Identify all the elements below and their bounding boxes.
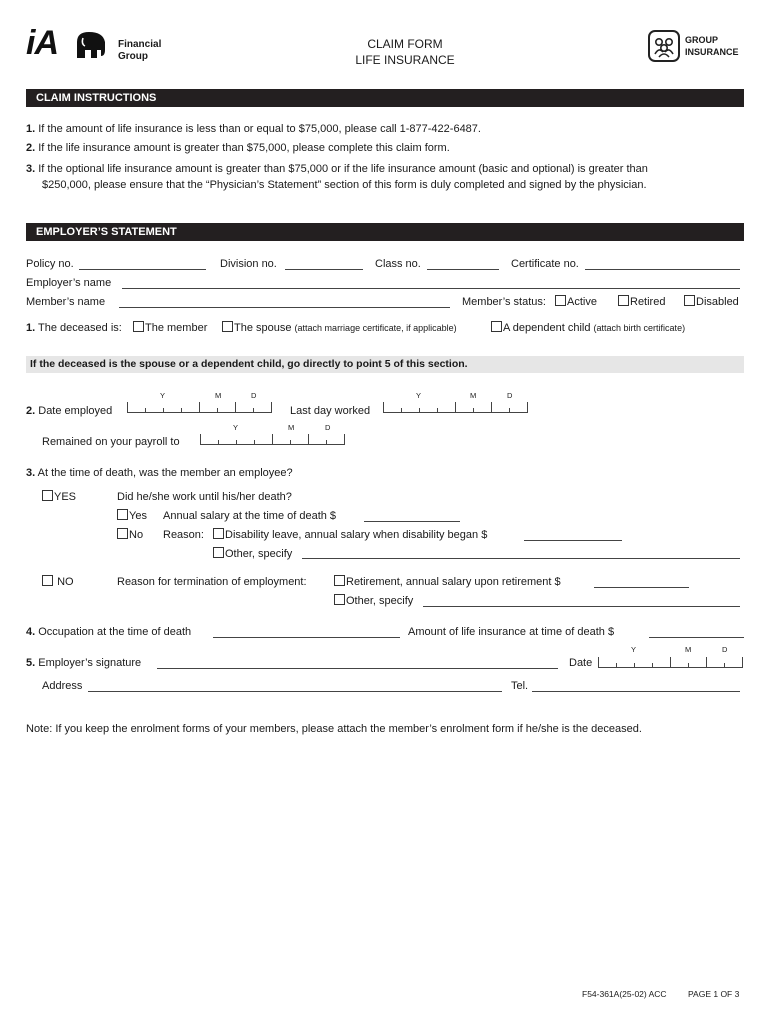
reason-label: Reason: xyxy=(163,529,204,541)
ymd-y: Y xyxy=(631,645,637,654)
retirement-option[interactable] xyxy=(334,575,561,588)
instruction-item-3 xyxy=(26,161,648,193)
q1-num: 1. xyxy=(26,322,36,334)
other-specify2-field[interactable] xyxy=(423,606,740,607)
retired-checkbox[interactable] xyxy=(618,295,629,306)
spouse-child-note-bar: If the deceased is the spouse or a dependent child, go directly to point 5 of this section. xyxy=(26,356,744,373)
division-no-label: Division no. xyxy=(220,258,277,270)
work-no-option[interactable] xyxy=(117,528,143,541)
question-4 xyxy=(26,626,191,638)
badge-line1: GROUP xyxy=(685,35,719,45)
q3-question: At the time of death, was the member an employee? xyxy=(37,467,293,479)
annual-salary-label: Annual salary at the time of death $ xyxy=(163,510,337,522)
retirement-checkbox[interactable] xyxy=(334,575,345,586)
ymd-m: M xyxy=(470,391,477,400)
child-checkbox[interactable] xyxy=(491,321,502,332)
logo-ia-text: iA xyxy=(26,24,58,62)
other-specify2-label: Other, specify xyxy=(346,595,414,607)
active-label: Active xyxy=(567,296,597,308)
ymd-m: M xyxy=(288,423,295,432)
status-retired-option[interactable] xyxy=(618,295,665,308)
company-logo xyxy=(26,24,176,64)
other-specify-option[interactable] xyxy=(213,547,292,560)
child-note: (attach birth certificate) xyxy=(593,323,686,333)
enrolment-note: Note: If you keep the enrolment forms of your members, please attach the member’s enrolment form if he/she is the deceased. xyxy=(26,723,642,735)
certificate-no-label: Certificate no. xyxy=(511,258,579,270)
no-checkbox[interactable] xyxy=(42,575,53,586)
status-disabled-option[interactable] xyxy=(684,295,739,308)
employer-name-label: Employer’s name xyxy=(26,277,112,289)
annual-salary-field[interactable] xyxy=(364,521,460,522)
form-title-line1: CLAIM FORM xyxy=(367,37,443,51)
disabled-checkbox[interactable] xyxy=(684,295,695,306)
address-field[interactable] xyxy=(88,691,502,692)
work-yes-label: Yes xyxy=(129,510,147,522)
instruction-num: 1. xyxy=(26,123,36,135)
page-number: PAGE 1 OF 3 xyxy=(688,989,740,999)
class-no-label: Class no. xyxy=(375,258,421,270)
q5-num: 5. xyxy=(26,657,36,669)
elephant-icon xyxy=(73,30,109,60)
instruction-item-1 xyxy=(26,123,481,135)
instruction-num: 2. xyxy=(26,142,36,154)
claim-instructions-heading: CLAIM INSTRUCTIONS xyxy=(26,89,744,107)
no-label: NO xyxy=(57,576,74,588)
form-title xyxy=(300,36,510,68)
logo-financial-text: Financial xyxy=(118,39,162,50)
ymd-d: D xyxy=(325,423,331,432)
date-label: Date xyxy=(569,657,593,669)
ymd-y: Y xyxy=(233,423,239,432)
instruction-item-2 xyxy=(26,142,450,154)
instruction-text: If the amount of life insurance is less than or equal to $75,000, please call 1-877-422-6487. xyxy=(38,123,481,135)
form-title-line2: LIFE INSURANCE xyxy=(355,53,455,67)
disability-option[interactable] xyxy=(213,528,487,541)
disability-label: Disability leave, annual salary when disability began $ xyxy=(225,529,488,541)
work-no-label: No xyxy=(129,529,144,541)
employer-name-field[interactable] xyxy=(122,288,740,289)
member-name-label: Member’s name xyxy=(26,296,106,308)
member-status-label: Member’s status: xyxy=(462,296,546,308)
instruction-num: 3. xyxy=(26,163,36,175)
yes-option[interactable] xyxy=(42,490,76,503)
ymd-m: M xyxy=(685,645,692,654)
other-checkbox[interactable] xyxy=(213,547,224,558)
badge-line2: INSURANCE xyxy=(685,47,739,57)
ymd-d: D xyxy=(507,391,513,400)
question-5 xyxy=(26,657,141,669)
ymd-d: D xyxy=(722,645,728,654)
ymd-y: Y xyxy=(416,391,422,400)
spouse-option-label: The spouse xyxy=(234,322,292,334)
deceased-member-option[interactable] xyxy=(133,321,207,334)
tel-label: Tel. xyxy=(511,680,529,692)
work-yes-option[interactable] xyxy=(117,509,147,522)
payroll-date-field[interactable] xyxy=(200,434,345,445)
payroll-label: Remained on your payroll to xyxy=(42,436,180,448)
spouse-note: (attach marriage certificate, if applicable) xyxy=(294,323,457,333)
termination-reason-label: Reason for termination of employment: xyxy=(117,576,307,588)
date-employed-field[interactable] xyxy=(127,402,272,413)
retirement-label: Retirement, annual salary upon retirement $ xyxy=(346,576,561,588)
instruction-text-cont: $250,000, please ensure that the “Physician’s Statement” section of this form is duly completed and signed by the physician. xyxy=(42,179,647,191)
yes-checkbox[interactable] xyxy=(42,490,53,501)
other-specify2-option[interactable] xyxy=(334,594,413,607)
q2-num: 2. xyxy=(26,405,36,417)
question-2 xyxy=(26,405,112,417)
date-employed-label: Date employed xyxy=(38,405,113,417)
question-3 xyxy=(26,467,293,479)
group-people-icon xyxy=(648,30,680,62)
insurance-amount-field[interactable] xyxy=(649,637,744,638)
q1-label: The deceased is: xyxy=(38,322,122,334)
signature-date-field[interactable] xyxy=(598,657,743,668)
address-label: Address xyxy=(42,680,83,692)
did-work-label: Did he/she work until his/her death? xyxy=(117,491,292,503)
last-day-worked-field[interactable] xyxy=(383,402,528,413)
instruction-text: If the life insurance amount is greater than $75,000, please complete this claim form. xyxy=(38,142,450,154)
work-no-checkbox[interactable] xyxy=(117,528,128,539)
member-name-field[interactable] xyxy=(119,307,450,308)
other2-checkbox[interactable] xyxy=(334,594,345,605)
disabled-label: Disabled xyxy=(696,296,739,308)
insurance-amount-label: Amount of life insurance at time of death $ xyxy=(408,626,615,638)
retirement-salary-field[interactable] xyxy=(594,587,689,588)
division-no-field[interactable] xyxy=(285,269,363,270)
work-yes-checkbox[interactable] xyxy=(117,509,128,520)
class-no-field[interactable] xyxy=(427,269,499,270)
other-specify-field[interactable] xyxy=(302,558,740,559)
tel-field[interactable] xyxy=(532,691,740,692)
no-option[interactable] xyxy=(42,575,74,588)
disability-salary-field[interactable] xyxy=(524,540,622,541)
active-checkbox[interactable] xyxy=(555,295,566,306)
last-day-worked-label: Last day worked xyxy=(290,405,371,417)
question-1 xyxy=(26,322,122,334)
employer-statement-heading: EMPLOYER’S STATEMENT xyxy=(26,223,744,241)
logo-group-text: Group xyxy=(118,51,148,62)
member-option-label: The member xyxy=(145,322,208,334)
ymd-m: M xyxy=(215,391,222,400)
policy-no-field[interactable] xyxy=(79,269,206,270)
instruction-text: If the optional life insurance amount is greater than $75,000 or if the life insurance amount (basic and optional) is greater than xyxy=(38,163,648,175)
child-option-label: A dependent child xyxy=(503,322,591,334)
policy-no-label: Policy no. xyxy=(26,258,74,270)
disability-checkbox[interactable] xyxy=(213,528,224,539)
other-specify-label: Other, specify xyxy=(225,548,293,560)
spouse-checkbox[interactable] xyxy=(222,321,233,332)
deceased-spouse-option[interactable] xyxy=(222,321,457,334)
occupation-label: Occupation at the time of death xyxy=(38,626,192,638)
status-active-option[interactable] xyxy=(555,295,597,308)
form-code: F54-361A(25-02) ACC xyxy=(582,989,667,999)
yes-label: YES xyxy=(54,491,77,503)
signature-label: Employer’s signature xyxy=(38,657,142,669)
q4-num: 4. xyxy=(26,626,36,638)
ymd-y: Y xyxy=(160,391,166,400)
signature-field[interactable] xyxy=(157,668,558,669)
certificate-no-field[interactable] xyxy=(585,269,740,270)
deceased-child-option[interactable] xyxy=(491,321,685,334)
member-checkbox[interactable] xyxy=(133,321,144,332)
q3-num: 3. xyxy=(26,467,36,479)
ymd-d: D xyxy=(251,391,257,400)
retired-label: Retired xyxy=(630,296,666,308)
occupation-field[interactable] xyxy=(213,637,400,638)
